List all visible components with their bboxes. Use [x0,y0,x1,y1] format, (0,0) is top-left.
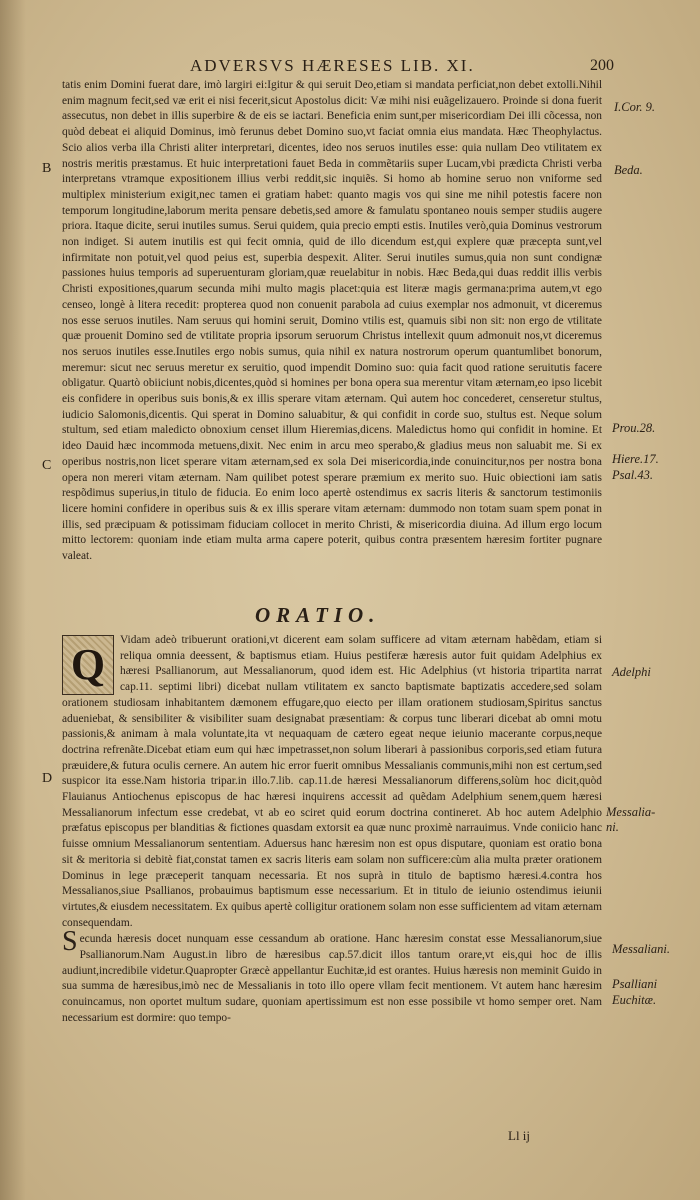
section-letter-b: B [42,161,52,176]
section-letter-c: C [42,458,52,473]
margin-note-messaliani-1: Messalia-ni. [606,805,656,834]
paragraph: Vidam adeò tribuerunt orationi,vt dicerent eam solam sufficere ad vitam æternam habẽdam, etiam si reliqua omnia deessent, & baptismus etiam. Huius pestiferæ hæresis autor fuit quidam Adelphius ex hæresi Psallianorum, aut Messalianorum, quod idem est. Hic Adelphius (vt historia tripartita narrat cap.11. septimi libri) dicebat nullam vtilitatem ex sancto baptismate baptizatis accedere,sed solam orationem studiosam inhabitantem dæmonem effugare,quo eiecto per illam orationem studiosam,Spiritus sanctus adueniebat, & sensibiliter & visibiliter suam designabat præsentiam: & corpus tunc liberari dicebat ab omni motu passionis,& animam à mala voluntate,ita vt nequaquam de cætero egeat neque ieiunio macerante corpus,neque doctrina refrenãte.Dicebat etiam eum qui hæc impetrasset,non solum liberari à passionibus corporis,sed etiam futura præuidere,& futura oculis cernere. An autem hic error fuerit omnibus Messalianis communis,mihi non est certum,sed suspicor ita esse.Nam historia tripar.in illo.7.lib. cap.11.de hæresi Messalianorum differens,solùm hoc dicit,quòd Flauianus Antiochenus episcopus de hac hæresi inquirens accessit ad quẽdam Adelphium senem,quem hæresi Messalianorum infectum esse credebat, vt ab eo sciret quid eorum doctrina contineret. Ab hoc autem Adelphio præfatus episcopus per blanditias & fictiones quasdam extorsit ea quæ nunc proximè narrauimus. Vnde coniicio hanc fuisse omnium Messalianorum sententiam. Aduersus hanc hæresim non est opus disputare, quoniam est oratio bona sit & meritoria si debitè fiat,constat tamen ex sacris literis eam solam non sufficere:cùm alia multa præter orationem Dominus in lege præceperit tanquam necessaria. Et nos suprà in titulo de baptismo hæresi.4.contra hos Messalianos,siue Psallianos, probauimus baptismum esse necessarium. Et in titulo de ieiunio ostendimus ieiunii virtutes,& eiusdem necessitatem. Ex quibus apertè colligitur orationem solam non esse sufficientem ad vitam æternam consequendam. [62,634,602,929]
body-text-block-1 [62,78,602,565]
page-number: 200 [590,57,614,74]
printer-signature: Ll ij [508,1128,531,1143]
gutter-shadow [0,0,26,1200]
margin-note-psalliani: Psalliani [612,977,658,991]
section-letter-d: D [42,771,53,786]
margin-note-hiere: Hiere.17. [612,452,659,466]
paragraph: Secunda hæresis docet nunquam esse cessandum ab oratione. Hanc hæresim constat esse Messalianorum,siue Psallianorum.Nam August.in libro de hæresibus cap.57.dicit illos tantum orare,vt eis,qui hoc de illis audiunt,incredibile videtur.Quapropter Græcè appellantur Euchitæ,id est orantes. Huius hæresis non meminit Guido in sua summa de hæresibus,imò nec de Messalianis in toto illo opere vllam fecit mentionem. Vt autem hanc hæresim conuincamus, non oportet multum sudare, quoniam apertissimum est non esse possibile vt homo semper oret. Nam necessarium est dormire: quo tempo- [62,926,602,1024]
margin-note-euchitae: Euchitæ. [612,993,657,1007]
margin-note-prou: Prou.28. [612,421,656,435]
margin-note-adelphi: Adelphi [612,665,651,679]
margin-note-messaliani-2: Messaliani. [612,942,670,956]
body-text-block-2 [62,633,602,1027]
paragraph: tatis enim Domini fuerat dare, imò largiri ei:Igitur & qui seruit Deo,etiam si mandata perficiat,non debet extolli.Nihil enim magnum fecit,sed væ erit ei nisi fecerit,sicut Apostolus dicit: Væ mihi nisi euãgelizauero. Proinde si dona fuerit assecutus, non debet in illis superbire & de eis se iactari. Beneficia enim sunt,per misericordiam Dei illi cõcessa, non quòd debeat ei aliquid Dominus, imò ferunus debet Domino suo,vt faciat omnia eius mandata. Hæc Theophylactus. Scio alios verba illa Christi aliter interpretari, dicentes, ideo nos seruos inutiles esse: quia nullam Deo vtilitatem ex nostris meritis præstamus. Et huic interpretationi fauet Beda in commẽtariis super Lucam,vbi prædicta Christi verba interpretans vtramque expositionem illius verbi reddit,sic inquiẽs. Si homo ab homine seruo non vniforme sed multiplex ministerium exigit,nec tamen ei gratiam habet: quanto magis vos qui sine me nihil potestis facere non temporum longitudine,laborum merita pensare debetis,sed amore & famulatu spontaneo nouis semper studiis augere priora. Itaque dicite, serui inutiles sumus. Serui quidem, quia precio empti estis. Inutiles verò,quia Dominus vestrorum non indiget. Si autem inutilis est qui fecit omnia, quid de illo dicendum est,qui explere quæ præcepta sunt,vel infirmitate non potuit,vel quod peius est, superbia despexit. Aliter. Serui inutiles sumus,quia non sunt condignæ passiones huius temporis ad superuenturam gloriam,quæ reuelabitur in nobis. Hæc Beda,qui duas reddit illis verbis Christi expositiones,quarum secunda mihi multo magis placet:quia est literæ magis germana:prima autem,vt ego censeo, longè à litera recedit: propterea quod non conuenit parabola ad cuius exemplar nos admonuit, vt diceremus nos esse seruos inutiles. Nam seruus qui homini seruit, Domino vtilis est, quamuis sibi non sit: non ergo de vtilitate quæ prouenit Domino sed de vtilitate propria ipsorum seruorum Christus intellexit quum admonuit nos,vt diceremus nos seruos inutiles esse.Inutiles ergo nobis sumus, quia nihil ex natura nostrorum operum quantumlibet bonorum, meremur: sicut nec seruus meretur ex seruitio, quod impendit Domino suo: quia facit quod ratione seruitutis facere obligatur. Quartò obiiciunt nobis,dicentes,quòd si homines per bona opera sua merentur vitam æternam,eo ipso licebit eis confidere in operibus suis bonis,& ex illis sperare vitam æternam. Quì autem hoc concederet, censeretur stultus, iudicio Salomonis,dicentis. Qui sperat in Domino saluabitur, & qui confidit in corde suo, stultus est. Neque solum stultum, sed etiam maledicto obnoxium censet illum Hieremias,dicens. Maledictus homo qui confidit in homine. Et ideo Dauid hæc incommoda metuens,dixit. Nec enim in arcu meo sperabo,& gladius meus non saluabit me. Si ex operibus nostris,non licet sperare vitam æternam,sed ex sola Dei misericordia,inde conuincitur,nos per nostra bona opera non mereri vitam æternam. Nam quilibet potest sperare præmium ex merito suo. Huic obiectioni iam satis respõdimus superius,in titulo de fiducia. Eo enim loco apertè ostendimus ex sacris literis & sanctorum testimoniis licere homini confidere in operibus suis & ex illis sperare vitam æternam: dummodo non totam suam spem ponat in illis, sed præcipuam & potissimam fiduciam collocet in merito Christi, & misericordia diuina. Ad illum ergo locum mitto lectorem: quoniam inde etiam multa arma capere poterit, quibus contra præsentem hæresim fortiter pugnare valeat. [62,79,602,563]
margin-note-psal: Psal.43. [612,468,653,482]
margin-note-cor: I.Cor. 9. [614,100,655,114]
running-head: ADVERSVS HÆRESES LIB. XI. [190,56,475,75]
section-heading: ORATIO. [255,603,381,627]
decorated-initial [62,635,114,695]
margin-note-beda: Beda. [614,163,643,177]
decorated-initial-letter: Q [70,640,106,690]
